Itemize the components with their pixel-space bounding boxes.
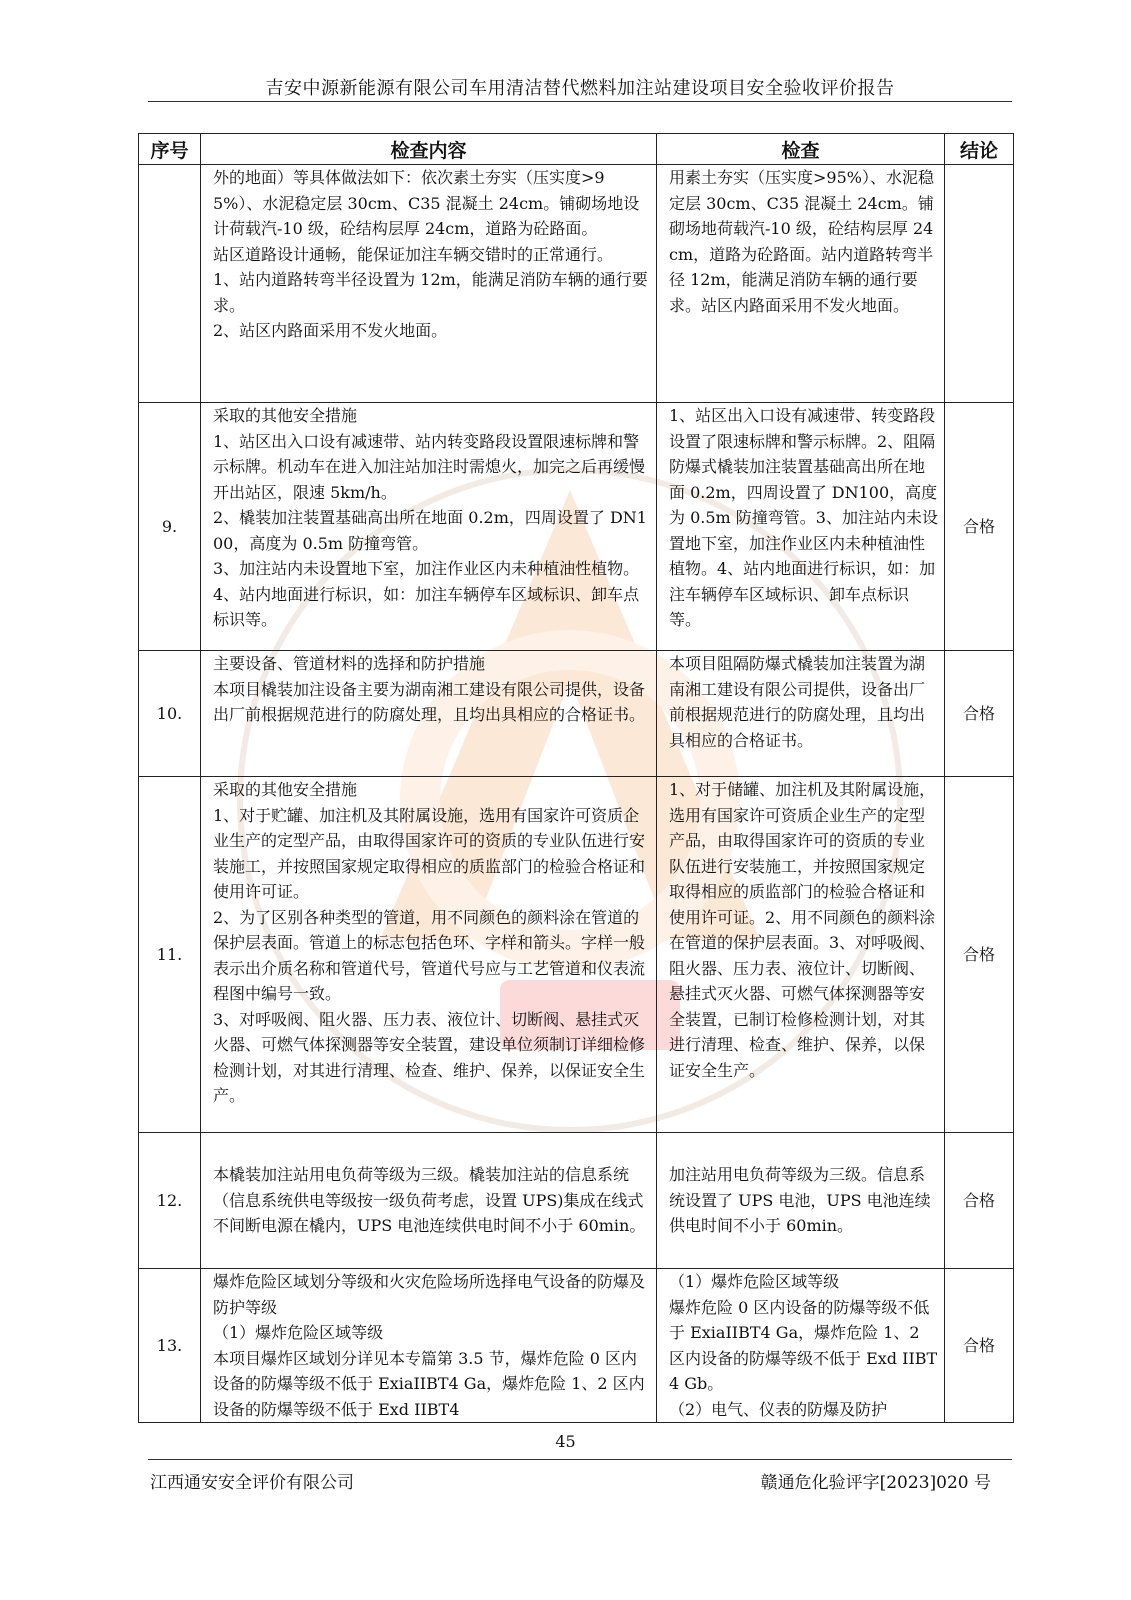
content-paragraph: 采取的其他安全措施 — [213, 780, 358, 799]
table-row — [139, 777, 1014, 1133]
row-content — [201, 651, 657, 777]
row-verdict — [945, 165, 1014, 403]
row-seq: 10. — [139, 651, 201, 777]
row-seq: 9. — [139, 403, 201, 651]
check-paragraph: 加注站用电负荷等级为三级。信息系统设置了 UPS 电池，UPS 电池连续供电时间不小于 60min。 — [669, 1165, 931, 1236]
content-paragraph: 3、对呼吸阀、阻火器、压力表、液位计、切断阀、悬挂式灭火器、可燃气体探测器等安全装置，建设单位须制订详细检修检测计划，对其进行清理、检查、维护、保养，以保证安全生产。 — [213, 1009, 646, 1105]
content-paragraph: 采取的其他安全措施 — [213, 406, 358, 425]
content-paragraph: 外的地面）等具体做法如下：依次素土夯实（压实度>95%）、水泥稳定层 30cm、C35 混凝土 24cm。铺砌场地设计荷载汽-10 级，砼结构层厚 24cm，道路为砼路面。 — [213, 168, 640, 238]
footer-company: 江西通安安全评价有限公司 — [150, 1473, 354, 1493]
content-paragraph: 2、为了区别各种类型的管道，用不同颜色的颜料涂在管道的保护层表面。管道上的标志包括色环、字样和箭头。字样一般表示出介质名称和管道代号，管道代号应与工艺管道和仪表流程图中编号一致。 — [213, 907, 646, 1003]
row-seq: 11. — [139, 777, 201, 1133]
row-verdict: 合格 — [945, 403, 1014, 651]
content-paragraph: 本项目爆炸区域划分详见本专篇第 3.5 节，爆炸危险 0 区内设备的防爆等级不低于 ExiaIIBT4 Ga，爆炸危险 1、2 区内设备的防爆等级不低于 Exd IIBT4 — [213, 1348, 645, 1419]
row-seq: 13. — [139, 1269, 201, 1423]
check-paragraph: 1、对于储罐、加注机及其附属设施，选用有国家许可资质企业生产的定型产品，由取得国家许可的资质的专业队伍进行安装施工，并按照国家规定取得相应的质监部门的检验合格证和使用许可证。2、用不同颜色的颜料涂在管道的保护层表面。3、对呼吸阀、阻火器、压力表、液位计、切断阀、悬挂式灭火器、可燃气体探测器等安全装置，已制订检修检测计划，对其进行清理、检查、维护、保养，以保证安全生产。 — [669, 780, 936, 1080]
row-seq: 12. — [139, 1133, 201, 1269]
row-check — [657, 403, 945, 651]
check-paragraph: （1）爆炸危险区域等级 — [669, 1272, 840, 1291]
page-number: 45 — [555, 1432, 576, 1451]
check-paragraph: 本项目阻隔防爆式橇装加注装置为湖南湘工建设有限公司提供，设备出厂前根据规范进行的防腐处理，且均出具相应的合格证书。 — [669, 654, 926, 750]
check-paragraph: （2）电气、仪表的防爆及防护 — [669, 1399, 888, 1419]
table-header-row — [139, 134, 1014, 165]
report-header-title: 吉安中源新能源有限公司车用清洁替代燃料加注站建设项目安全验收评价报告 — [265, 78, 895, 99]
content-paragraph: 2、站区内路面采用不发火地面。 — [213, 321, 448, 340]
column-header-content: 检查内容 — [201, 134, 657, 165]
footer-doc-number: 赣通危化验评字[2023]020 号 — [760, 1473, 991, 1493]
column-header-seq: 序号 — [139, 134, 201, 165]
row-verdict: 合格 — [945, 651, 1014, 777]
column-header-verdict: 结论 — [945, 134, 1014, 165]
table-row — [139, 165, 1014, 403]
footer-divider — [148, 1459, 1012, 1460]
content-paragraph: 1、站内道路转弯半径设置为 12m，能满足消防车辆的通行要求。 — [213, 270, 648, 315]
content-paragraph: 主要设备、管道材料的选择和防护措施 — [213, 654, 486, 673]
table-row — [139, 651, 1014, 777]
row-content — [201, 1269, 657, 1423]
row-check — [657, 1269, 945, 1423]
content-paragraph: 3、加注站内未设置地下室，加注作业区内未种植油性植物。 — [213, 559, 640, 578]
row-content — [201, 165, 657, 403]
table-row — [139, 1269, 1014, 1423]
row-seq — [139, 165, 201, 403]
row-verdict: 合格 — [945, 1269, 1014, 1423]
row-check — [657, 165, 945, 403]
header-divider — [148, 101, 1012, 102]
content-paragraph: 本橇装加注站用电负荷等级为三级。橇装加注站的信息系统（信息系统供电等级按一级负荷考虑，设置 UPS)集成在线式不间断电源在橇内，UPS 电池连续供电时间不小于 60min。 — [213, 1165, 646, 1236]
check-paragraph: 用素土夯实（压实度>95%）、水泥稳定层 30cm、C35 混凝土 24cm。铺砌场地荷载汽-10 级，砼结构层厚 24cm，道路为砼路面。站内道路转弯半径 12m，能满足消防车辆的通行要求。站区内路面采用不发火地面。 — [669, 168, 934, 315]
check-paragraph: 爆炸危险 0 区内设备的防爆等级不低于 ExiaIIBT4 Ga，爆炸危险 1、2 区内设备的防爆等级不低于 Exd IIBT4 Gb。 — [669, 1297, 938, 1393]
row-verdict: 合格 — [945, 777, 1014, 1133]
content-paragraph: 1、对于贮罐、加注机及其附属设施，选用有国家许可资质企业生产的定型产品，由取得国家许可的资质的专业队伍进行安装施工，并按照国家规定取得相应的质监部门的检验合格证和使用许可证。 — [213, 805, 646, 901]
content-paragraph: （1）爆炸危险区域等级 — [213, 1323, 384, 1342]
inspection-table — [138, 133, 1014, 1423]
content-paragraph: 站区道路设计通畅，能保证加注车辆交错时的正常通行。 — [213, 244, 614, 264]
check-paragraph: 1、站区出入口设有减速带、转变路段设置了限速标牌和警示标牌。2、阻隔防爆式橇装加注装置基础高出所在地面 0.2m，四周设置了 DN100，高度为 0.5m 防撞弯管。3、加注站内未设置地下室，加注作业区内未种植油性植物。4、站内地面进行标识，如：加注车辆停车区域标识、卸车点标识等。 — [669, 406, 938, 629]
row-check — [657, 651, 945, 777]
row-content — [201, 1133, 657, 1269]
content-paragraph: 2、橇装加注装置基础高出所在地面 0.2m，四周设置了 DN100，高度为 0.5m 防撞弯管。 — [213, 508, 647, 553]
row-check — [657, 1133, 945, 1269]
row-verdict: 合格 — [945, 1133, 1014, 1269]
row-check — [657, 777, 945, 1133]
row-content — [201, 777, 657, 1133]
content-paragraph: 4、站内地面进行标识，如：加注车辆停车区域标识、卸车点标识等。 — [213, 584, 640, 629]
content-paragraph: 本项目橇装加注设备主要为湖南湘工建设有限公司提供，设备出厂前根据规范进行的防腐处理，且均出具相应的合格证书。 — [213, 679, 646, 724]
column-header-check: 检查 — [657, 134, 945, 165]
table-row — [139, 1133, 1014, 1269]
table-row — [139, 403, 1014, 651]
content-paragraph: 爆炸危险区域划分等级和火灾危险场所选择电气设备的防爆及防护等级 — [213, 1272, 646, 1317]
content-paragraph: 1、站区出入口设有减速带、站内转变路段设置限速标牌和警示标牌。机动车在进入加注站加注时需熄火，加完之后再缓慢开出站区，限速 5km/h。 — [213, 431, 646, 502]
row-content — [201, 403, 657, 651]
